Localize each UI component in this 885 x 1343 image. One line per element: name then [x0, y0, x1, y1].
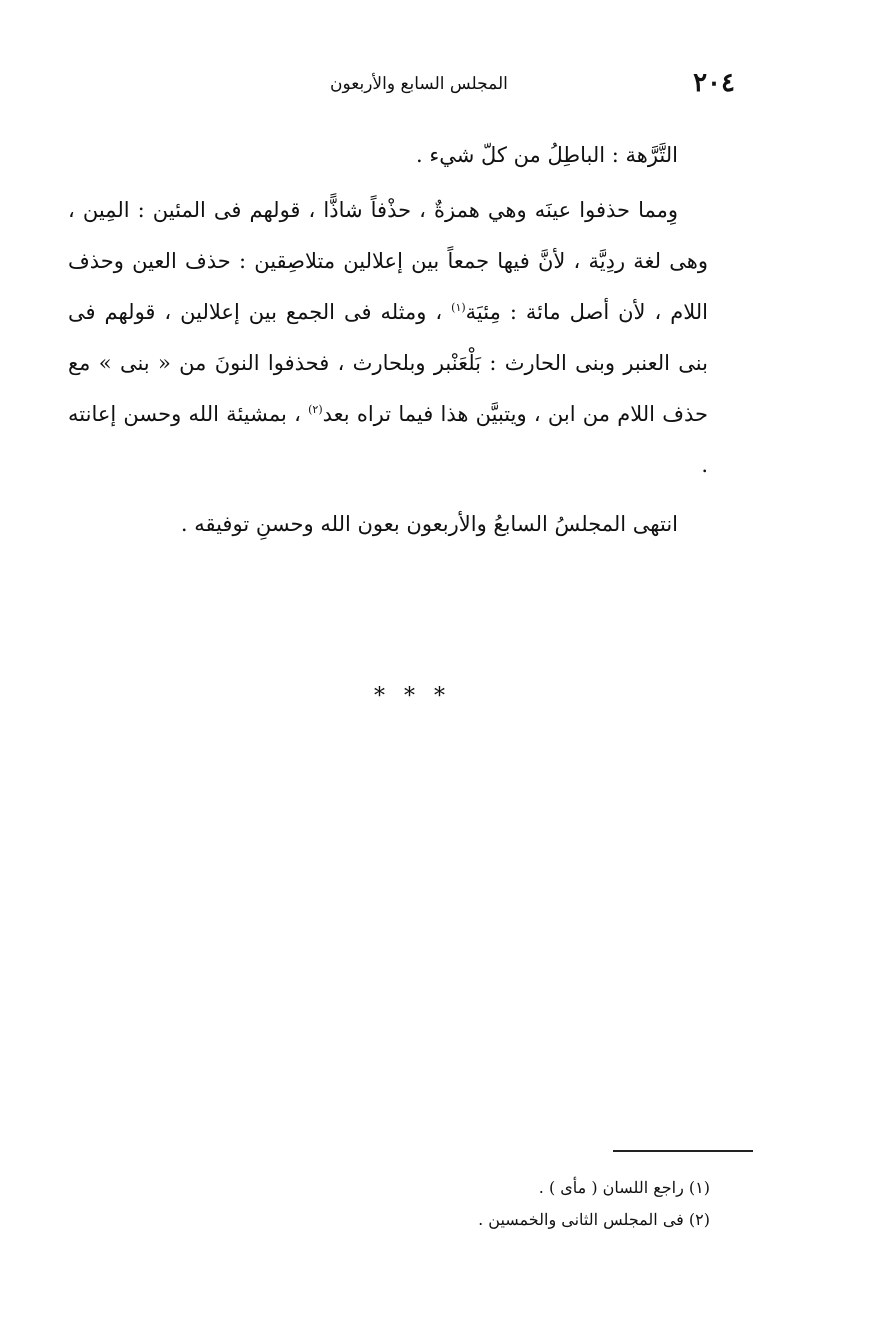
paragraph-text-part2: ، ومثله فى الجمع بين إعلالين ، قولهم فى بنى العنبر وبنى الحارث : بَلْعَنْبر وبلحارث ، فحذفوا النونَ من « بنى » مع حذف اللام من ابن ، ويتبيَّن هذا فيما تراه بعد — [68, 300, 709, 426]
text-line-definition: التَّرَّهة : الباطِلُ من كلّ شيء . — [416, 143, 678, 167]
footnotes — [300, 1172, 710, 1236]
footnote-1: (١) راجع اللسان ( مأى ) . — [538, 1178, 710, 1197]
footnote-divider — [613, 1150, 753, 1152]
page-number: ٢٠٤ — [693, 68, 735, 98]
paragraph-text-part3: ، بمشيئة الله وحسن إعانته . — [68, 402, 708, 477]
footnote-marker-2: (٢) — [308, 403, 323, 416]
closing-line: انتهى المجلسُ السابعُ والأربعون بعون الله وحسنِ توفيقه . — [180, 512, 678, 536]
footnote-marker-1: (١) — [451, 301, 466, 314]
main-text — [68, 130, 708, 550]
paragraph-omission — [68, 185, 708, 491]
page-header — [330, 68, 735, 104]
running-head: المجلس السابع والأربعون — [330, 74, 508, 94]
footnote-2: (٢) فى المجلس الثانى والخمسين . — [478, 1210, 710, 1229]
section-ornament: * * * — [374, 684, 451, 709]
paragraph-text-part1: وِمما حذفوا عينَه وهي همزةٌ ، حذْفاً شاذًّا ، قولهم فى المئين : المِين ، وهى لغة ردِيَّة ، لأنَّ فيها جمعاً بين إعلالين متلاصِقين : حذف العين وحذف اللام ، لأن أصل مائة : مِئيَة — [68, 198, 709, 324]
